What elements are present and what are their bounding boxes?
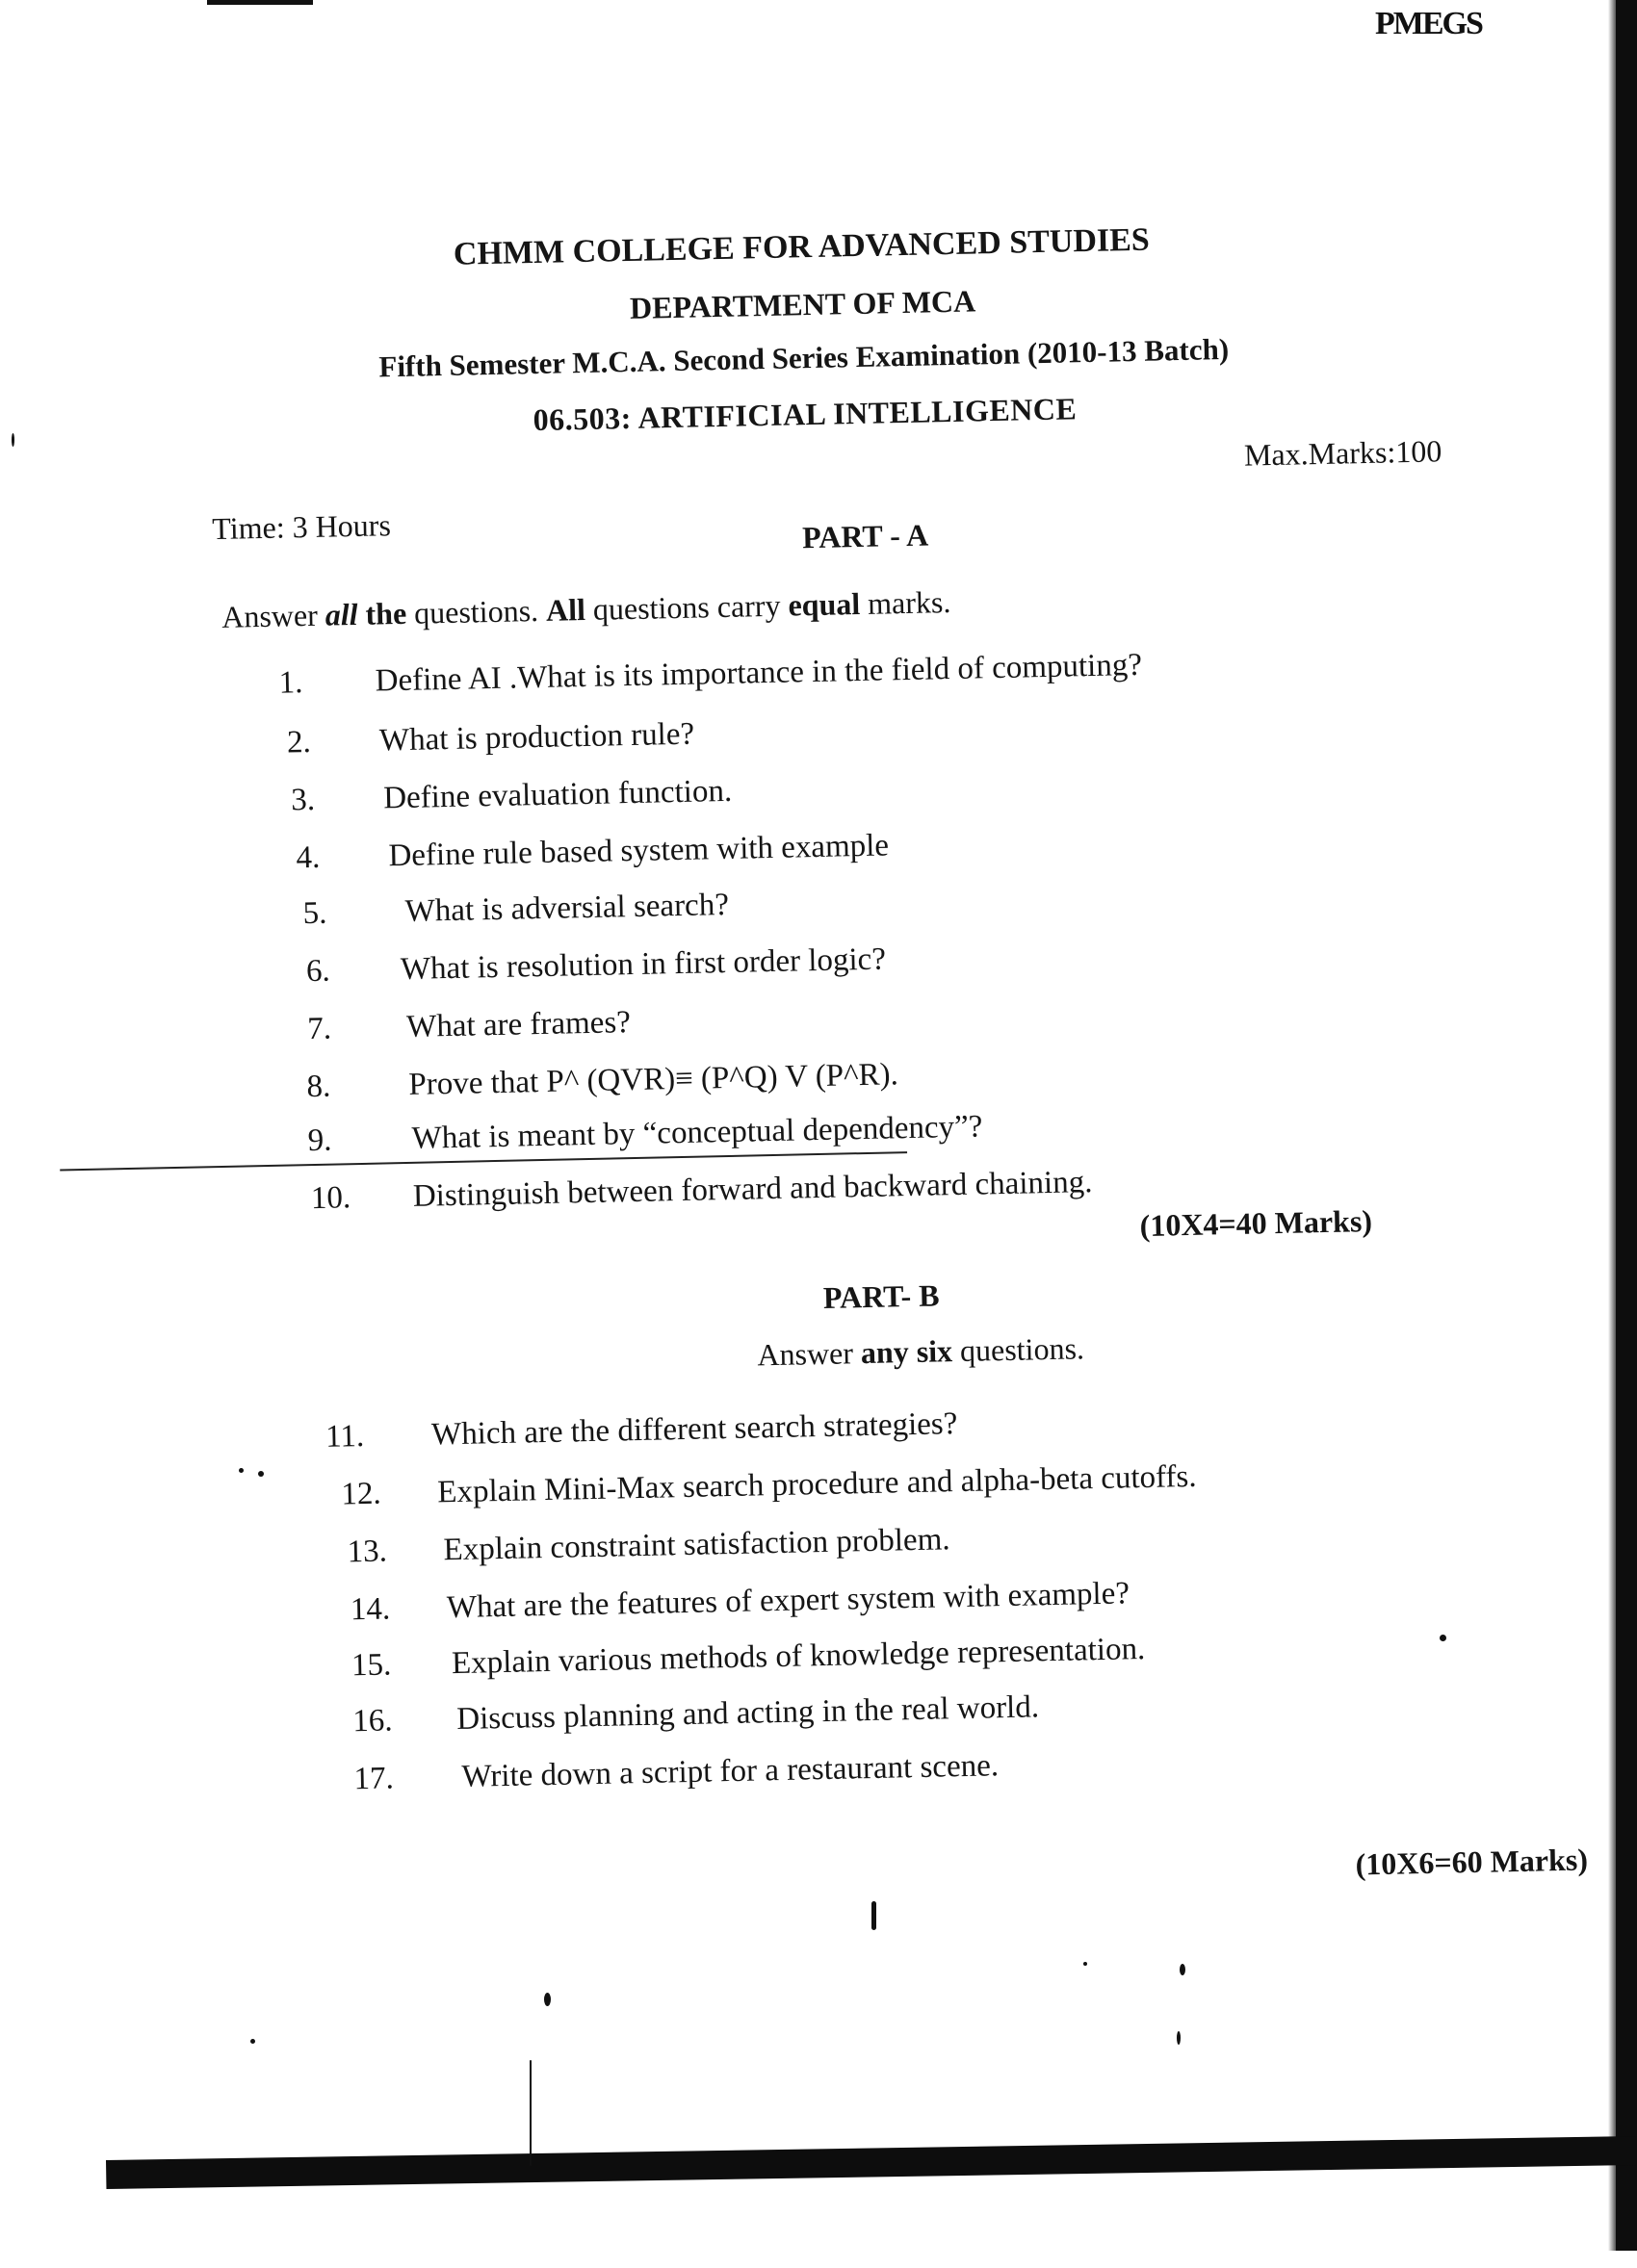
question-number: 6. [305,953,331,990]
question-number: 10. [310,1180,351,1217]
question-text: What is meant by “conceptual dependency”? [411,1109,983,1156]
question-text: Distinguish between forward and backward chaining. [412,1165,1093,1214]
part-a-title: PART - A [801,517,929,555]
ink-speck [1180,1964,1185,1975]
question-text: Define evaluation function. [382,773,733,816]
part-b-instruction [757,1330,1084,1373]
exam-time: Time: 3 Hours [211,507,392,547]
question-number: 16. [351,1703,393,1740]
instr-emph-the: the [357,595,407,631]
question-number: 17. [353,1761,395,1797]
question-number: 11. [325,1418,365,1455]
question-number: 12. [340,1476,381,1512]
ink-speck [1083,1962,1087,1966]
question-number: 8. [306,1069,331,1105]
question-text: Prove that P^ (QVR)≡ (P^Q) V (P^R). [408,1057,899,1102]
question-text: Explain constraint satisfaction problem. [443,1522,950,1568]
question-number: 9. [307,1122,332,1159]
question-number: 14. [350,1591,391,1628]
question-text: What are the features of expert system with example? [446,1576,1130,1626]
instr-text: questions. [405,592,547,631]
question-text: Define rule based system with example [388,828,890,874]
subject-title: 06.503: ARTIFICIAL INTELLIGENCE [533,391,1078,438]
part-b-title: PART- B [822,1277,940,1315]
question-text: Explain Mini-Max search procedure and alpha-beta cutoffs. [436,1458,1197,1510]
instr-text: questions carry [585,587,789,627]
question-text: What is adversial search? [404,887,730,929]
part-a-marks: (10X4=40 Marks) [1139,1202,1373,1244]
ink-speck [544,1993,551,2006]
department-name: DEPARTMENT OF MCA [629,283,976,325]
college-name: CHMM COLLEGE FOR ADVANCED STUDIES [453,221,1151,272]
question-number: 7. [306,1011,332,1047]
instr-text: marks. [859,584,951,621]
question-number: 3. [290,782,316,818]
question-number: 13. [347,1533,388,1570]
ink-speck [1440,1635,1446,1641]
ink-speck [530,2060,532,2166]
question-text: Which are the different search strategies? [430,1406,958,1453]
question-number: 15. [351,1647,392,1684]
ink-speck [250,2039,255,2044]
instr-emph-all: all [325,596,358,632]
instr-emph-all2: All [545,591,586,628]
ink-speck [239,1468,244,1473]
instr-emph-any-six: any six [860,1333,953,1371]
question-text: What are frames? [405,1005,632,1044]
instr-text: Answer [221,597,326,634]
question-text: Explain various methods of knowledge representation. [451,1632,1146,1682]
question-text: What is production rule? [378,716,695,759]
part-a-instruction [221,584,951,635]
question-text: What is resolution in first order logic? [400,941,887,988]
instr-emph-equal: equal [788,585,861,623]
question-number: 2. [286,724,312,760]
ink-speck [258,1471,264,1477]
question-text: Discuss planning and acting in the real world. [455,1689,1040,1738]
question-number: 5. [302,895,327,932]
instr-text: questions. [951,1330,1085,1369]
question-text: Define AI .What is its importance in the field of computing? [375,647,1143,699]
scan-top-line [207,0,313,5]
ink-speck [1177,2031,1181,2045]
question-number: 4. [296,839,321,876]
handwritten-stamp: PMEGS [1375,6,1482,41]
question-text: Write down a script for a restaurant scene. [461,1748,1000,1794]
exam-title: Fifth Semester M.C.A. Second Series Examination (2010-13 Batch) [378,331,1230,384]
part-b-marks: (10X6=60 Marks) [1355,1842,1589,1882]
question-number: 1. [278,665,303,701]
ink-speck [12,433,14,447]
ink-speck [871,1901,876,1930]
max-marks: Max.Marks:100 [1243,433,1442,473]
instr-text: Answer [757,1335,862,1373]
